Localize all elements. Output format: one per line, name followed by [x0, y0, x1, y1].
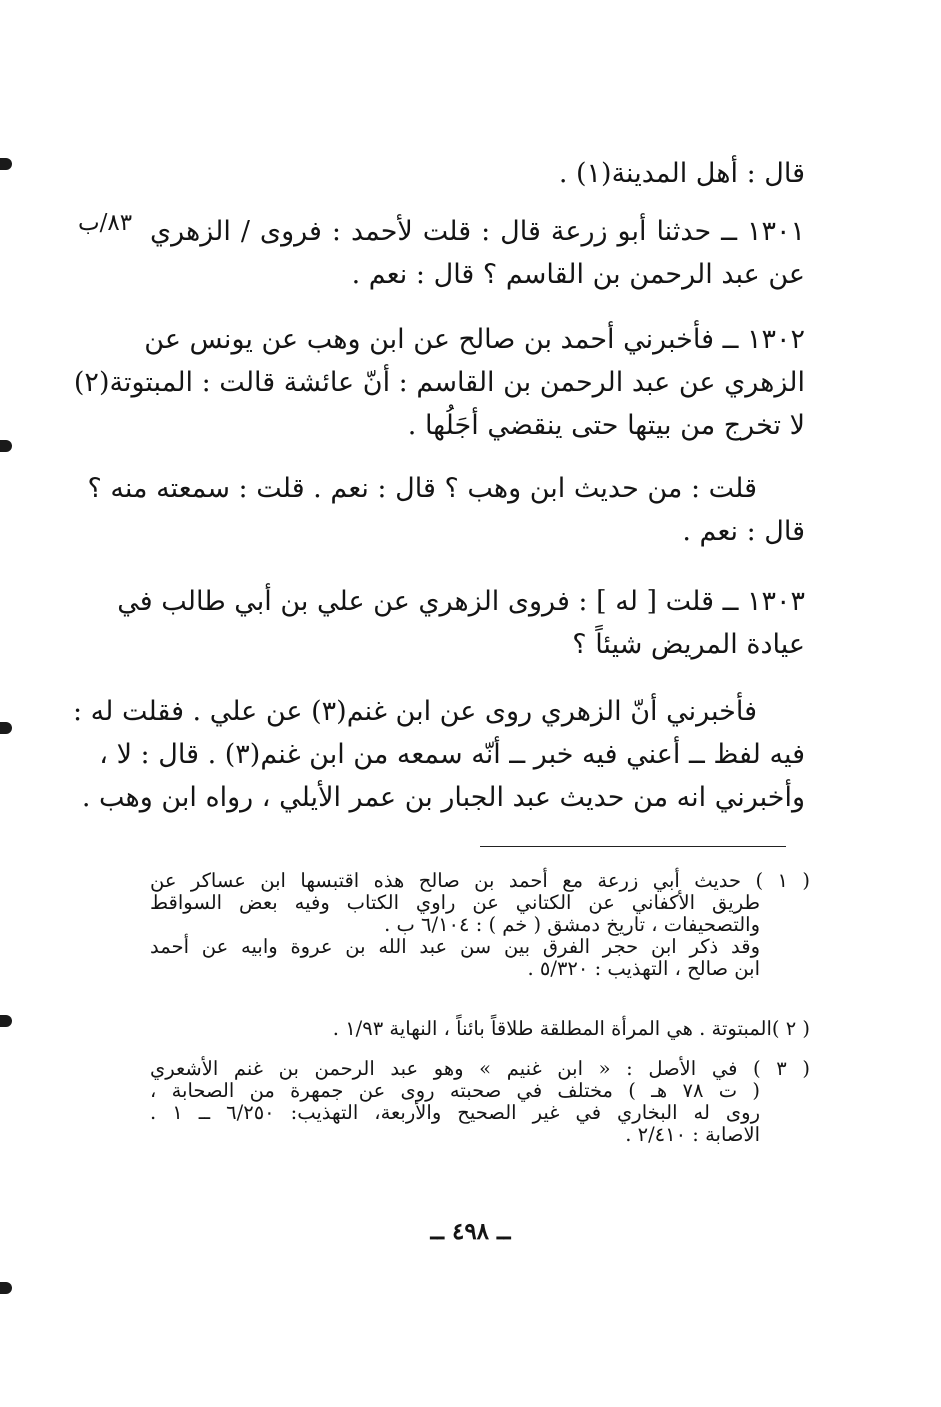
footnote-line: وقد ذكر ابن حجر الفرق بين سن عبد الله بن عروة وابيه عن أحمد	[150, 935, 760, 958]
text-line: ١٣٠١ ــ حدثنا أبو زرعة قال : قلت لأحمد : فروى / الزهري	[150, 216, 805, 247]
text-line: وأخبرني انه من حديث عبد الجبار بن عمر الأيلي ، رواه ابن وهب .	[81, 782, 805, 813]
text-line: لا تخرج من بيتها حتى ينقضي أجَلُها .	[407, 410, 805, 441]
margin-folio-note: ٨٣/ب	[78, 210, 133, 236]
footnote-line: ( ٢ )المبتوتة . هي المرأة المطلقة طلاقاً بائناً ، النهاية ١/٩٣ .	[332, 1017, 810, 1040]
text-line: فيه لفظ ــ أعني فيه خبر ــ أنّه سمعه من ابن غنم(٣) . قال : لا ،	[99, 739, 805, 770]
paragraph-opening	[150, 152, 805, 195]
edge-mark	[0, 440, 12, 452]
text-line: قال : أهل المدينة(١) .	[558, 158, 805, 189]
text-line: قال : نعم .	[682, 516, 805, 547]
paragraph-1302	[73, 318, 805, 447]
paragraph-1303	[117, 580, 805, 666]
edge-mark	[0, 722, 12, 734]
text-line: ١٣٠٢ ــ فأخبرني أحمد بن صالح عن ابن وهب عن يونس عن	[144, 324, 805, 355]
footnote-line: ( ٣ ) في الأصل : « ابن غنيم » وهو عبد الرحمن بن غنم الأشعري	[150, 1057, 810, 1080]
text-line: ١٣٠٣ ــ قلت [ له ] : فروى الزهري عن علي بن أبي طالب في	[117, 586, 805, 617]
footnote-line: الاصابة : ٢/٤١٠ .	[625, 1123, 760, 1146]
footnote-line: روى له البخاري في غير الصحيح والأربعة، التهذيب: ٦/٢٥٠ ــ ١ .	[150, 1101, 761, 1124]
text-line: عن عبد الرحمن بن القاسم ؟ قال : نعم .	[351, 259, 805, 290]
edge-mark	[0, 1015, 12, 1027]
text-line: فأخبرني أنّ الزهري روى عن ابن غنم(٣) عن علي . فقلت له :	[73, 696, 757, 727]
footnote-2	[150, 1018, 810, 1040]
text-line: عيادة المريض شيئاً ؟	[572, 629, 805, 660]
edge-mark	[0, 158, 12, 170]
text-line: قلت : من حديث ابن وهب ؟ قال : نعم . قلت : سمعته منه ؟	[87, 473, 757, 504]
paragraph-answer	[73, 690, 805, 819]
footnote-1	[150, 870, 810, 980]
text-line: الزهري عن عبد الرحمن بن القاسم : أنّ عائشة قالت : المبتوتة(٢)	[73, 367, 805, 398]
footnote-line: ابن صالح ، التهذيب : ٥/٣٢٠ .	[527, 957, 760, 980]
footnote-line: ( ١ ) حديث أبي زرعة مع أحمد بن صالح هذه اقتبسها ابن عساكر عن	[150, 869, 810, 892]
footnote-divider	[480, 846, 786, 847]
page-number: ــ ٤٩٨ ــ	[430, 1218, 511, 1245]
paragraph-question	[87, 467, 805, 553]
footnote-line: ( ت ٧٨ هـ ) مختلف في صحبته روى عن جمهرة من الصحابة ،	[150, 1079, 760, 1102]
footnote-line: والتصحيفات ، تاريخ دمشق ( خم ) : ٦/١٠٤ ب .	[384, 913, 760, 936]
edge-mark	[0, 1282, 12, 1294]
footnote-line: طريق الأكفاني عن الكتاني عن راوي الكتاب وفيه بعض السواقط	[150, 891, 760, 914]
paragraph-1301	[150, 210, 805, 296]
footnote-3	[150, 1058, 810, 1146]
